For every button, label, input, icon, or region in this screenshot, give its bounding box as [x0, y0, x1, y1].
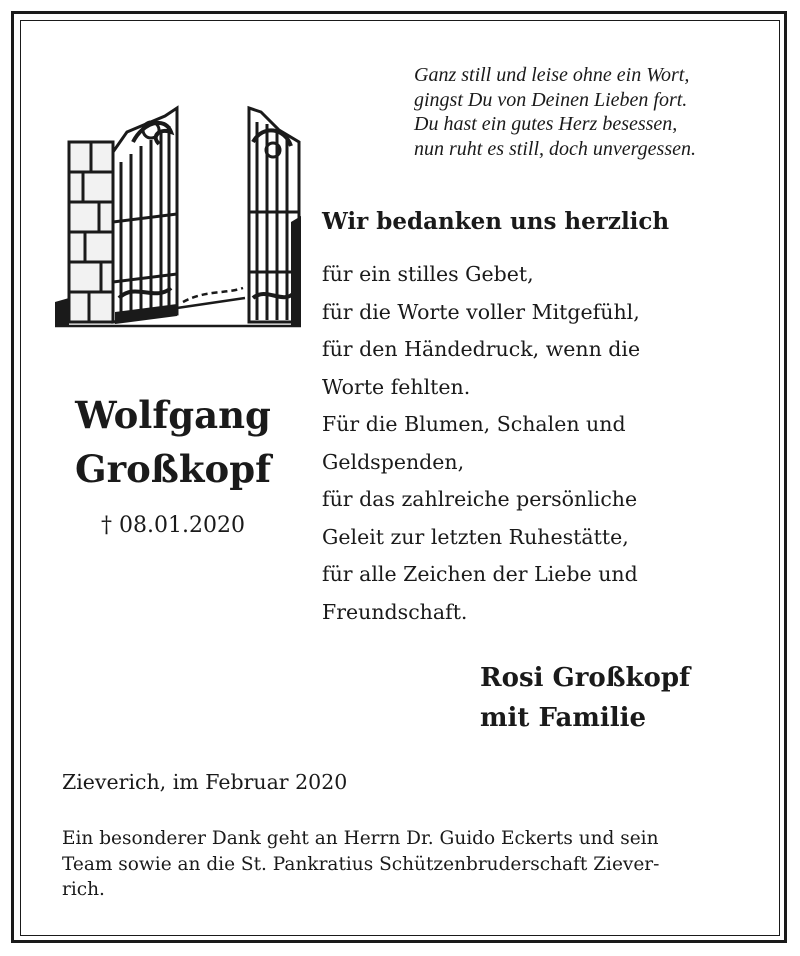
left-gate-wing [113, 108, 177, 322]
deceased-name [30, 388, 316, 496]
special-thanks-note [62, 826, 752, 903]
thanks-line: für das zahlreiche persönliche [322, 487, 638, 511]
footer-line: rich. [62, 879, 105, 900]
thanks-line: Worte fehlten. [322, 374, 471, 399]
footer-line: Ein besonderer Dank geht an Herrn Dr. Guido Eckerts und sein [62, 828, 659, 849]
thanks-line: für die Worte voller Mitgefühl, [322, 299, 640, 324]
thanks-heading: Wir bedanken uns herzlich [322, 208, 670, 235]
poem-line: nun ruht es still, doch unvergessen. [414, 137, 697, 160]
thanks-line: für den Händedruck, wenn die [322, 337, 641, 361]
place-and-date: Zieverich, im Februar 2020 [62, 770, 348, 794]
signature-block [480, 658, 690, 738]
deceased-first-name: Wolfgang [75, 393, 271, 437]
memorial-poem [414, 63, 754, 161]
deceased-last-name: Großkopf [75, 447, 271, 491]
open-gate-illustration [55, 102, 301, 328]
poem-line: Du hast ein gutes Herz besessen, [414, 113, 678, 135]
thanks-line: für ein stilles Gebet, [322, 262, 534, 286]
thanks-line: Geleit zur letzten Ruhestätte, [322, 524, 629, 549]
footer-line: Team sowie an die St. Pankratius Schützenbruderschaft Ziever- [62, 853, 660, 875]
thanks-line: Für die Blumen, Schalen und [322, 412, 626, 436]
thanks-line: für alle Zeichen der Liebe und [322, 562, 638, 586]
thanks-line: Geldspenden, [322, 449, 465, 474]
death-date: † 08.01.2020 [101, 513, 245, 538]
poem-line: gingst Du von Deinen Lieben fort. [414, 88, 688, 111]
thanks-list [322, 256, 762, 631]
poem-line: Ganz still und leise ohne ein Wort, [414, 64, 690, 86]
signature-family: mit Familie [480, 703, 647, 733]
thanks-line: Freundschaft. [322, 599, 468, 624]
stone-pillar [69, 142, 113, 322]
signature-name: Rosi Großkopf [480, 663, 691, 693]
